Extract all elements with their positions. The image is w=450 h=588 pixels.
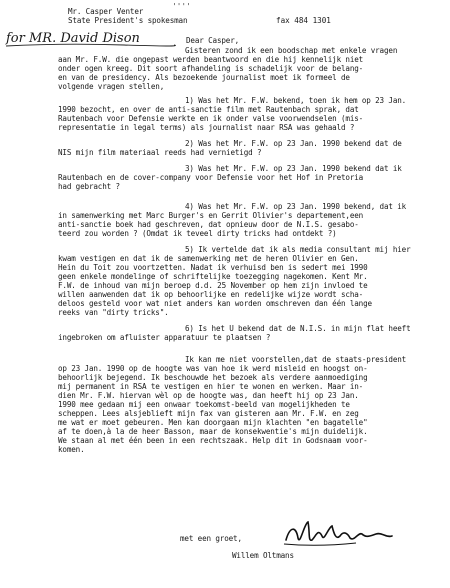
question-5: 5) Ik vertelde dat ik als media consultant mij hier — [185, 245, 411, 254]
body-line: Rautenbach en de cover-company voor Defensie voor het Hof in Pretoria — [58, 173, 364, 182]
body-line: dien Mr. F.W. hiervan wèl op de hoogte was, dan heeft hij op 23 Jan. — [58, 391, 359, 400]
signature — [278, 516, 428, 550]
salutation: Dear Casper, — [186, 36, 240, 45]
closing: met een groet, — [180, 534, 242, 543]
body-line: had gebracht ? — [58, 182, 120, 191]
body-line: 1990 mee gedaan mij een onwaar toekomst-beeld van mogelijkheden te — [58, 400, 350, 409]
question-4: 4) Was het Mr. F.W. op 23 Jan. 1990 bekend, dat ik — [185, 202, 407, 211]
body-line: We staan al met één been in een rechtszaak. Help dit in Godsnaam voor- — [58, 436, 368, 445]
body-line: Hein du Toit zou voortzetten. Nadat ik verhuisd ben is sedert mei 1990 — [58, 263, 368, 272]
body-line: scheppen. Lees alsjeblieft mijn fax van gisteren aan Mr. F.W. en zeg — [58, 409, 359, 418]
body-line: NIS mijn film materiaal reeds had vernietigd ? — [58, 148, 262, 157]
body-line: komen. — [58, 445, 85, 454]
body-line: geen enkele mondelinge of schriftelijke toezegging nagekomen. Kent Mr. — [58, 272, 368, 281]
handwritten-note: for MR. David Dison — [4, 31, 176, 48]
body-line: representatie in legal terms) als journalist naar RSA was gehaald ? — [58, 123, 355, 132]
closing-paragraph-start: Ik kan me niet voorstellen,dat de staats-president — [185, 355, 407, 364]
body-line: onder ogen kreeg. Dit soort afhandeling is schadelijk voor de belang- — [58, 64, 364, 73]
body-line: en van de presidency. Als bezoekende journalist moet ik formeel de — [58, 73, 350, 82]
body-line: 1990 bezocht, en over de anti-sanctie film met Rautenbach sprak, dat — [58, 105, 359, 114]
body-line: volgende vragen stellen, — [58, 82, 165, 91]
signature-name: Willem Oltmans — [232, 551, 294, 560]
body-line: in samenwerking met Marc Burger's en Gerrit Olivier's departement,een — [58, 211, 364, 220]
question-2: 2) Was het Mr. F.W. op 23 Jan. 1990 bekend dat de — [185, 139, 402, 148]
body-line: teerd zou worden ? (Omdat ik teveel dirty tricks had ontdekt ?) — [58, 229, 337, 238]
addressee-name: Mr. Casper Venter — [68, 7, 144, 16]
body-line: deloos gesteld voor wat niet anders kan worden omschreven dan één lange — [58, 299, 372, 308]
body-line: aan Mr. F.W. die ongepast werden beantwoord en die hij kennelijk niet — [58, 55, 364, 64]
body-line: reeks van "dirty tricks". — [58, 308, 169, 317]
top-scribble: '''' — [172, 2, 191, 11]
body-line: behoorlijk bejegend. Ik beschouwde het bezoek als verdere aanmoediging — [58, 373, 368, 382]
body-line: af te doen,à la de heer Basson, maar de konsekwentie's mijn duidelijk. — [58, 427, 368, 436]
fax-number: fax 484 1301 — [276, 16, 331, 25]
body-line: kwam vestigen en dat ik de samenwerking met de heren Olivier en Gen. — [58, 254, 359, 263]
signature-mark — [278, 516, 428, 550]
question-6: 6) Is het U bekend dat de N.I.S. in mijn flat heeft — [185, 324, 411, 333]
body-line: Rautenbach voor Defensie werkte en ik onder valse voorwendselen (mis- — [58, 114, 364, 123]
underline-stroke — [4, 31, 176, 48]
body-line: willen aanwenden dat ik op behoorlijke en redelijke wijze wordt scha- — [58, 290, 364, 299]
body-line: Gisteren zond ik een boodschap met enkele vragen — [185, 46, 398, 55]
body-line: me wat er moet gebeuren. Men kan doorgaan mijn klachten "en bagatelle" — [58, 418, 368, 427]
body-line: mij permanent in RSA te vestigen en hier te wonen en werken. Maar in- — [58, 382, 364, 391]
body-line: F.W. de inhoud van mijn beroep d.d. 25 November op hem zijn invloed te — [58, 281, 368, 290]
body-line: anti-sanctie boek had geschreven, dat opnieuw door de N.I.S. gesabo- — [58, 220, 359, 229]
addressee-role: State President's spokesman — [68, 16, 188, 25]
question-3: 3) Was het Mr. F.W. op 23 Jan. 1990 bekend dat ik — [185, 164, 402, 173]
body-line: ingebroken om afluister apparatuur te plaatsen ? — [58, 333, 271, 342]
body-line: op 23 Jan. 1990 op de hoogte was van hoe ik werd misleid en hoogst on- — [58, 364, 368, 373]
question-1: 1) Was het Mr. F.W. bekend, toen ik hem op 23 Jan. — [185, 96, 407, 105]
